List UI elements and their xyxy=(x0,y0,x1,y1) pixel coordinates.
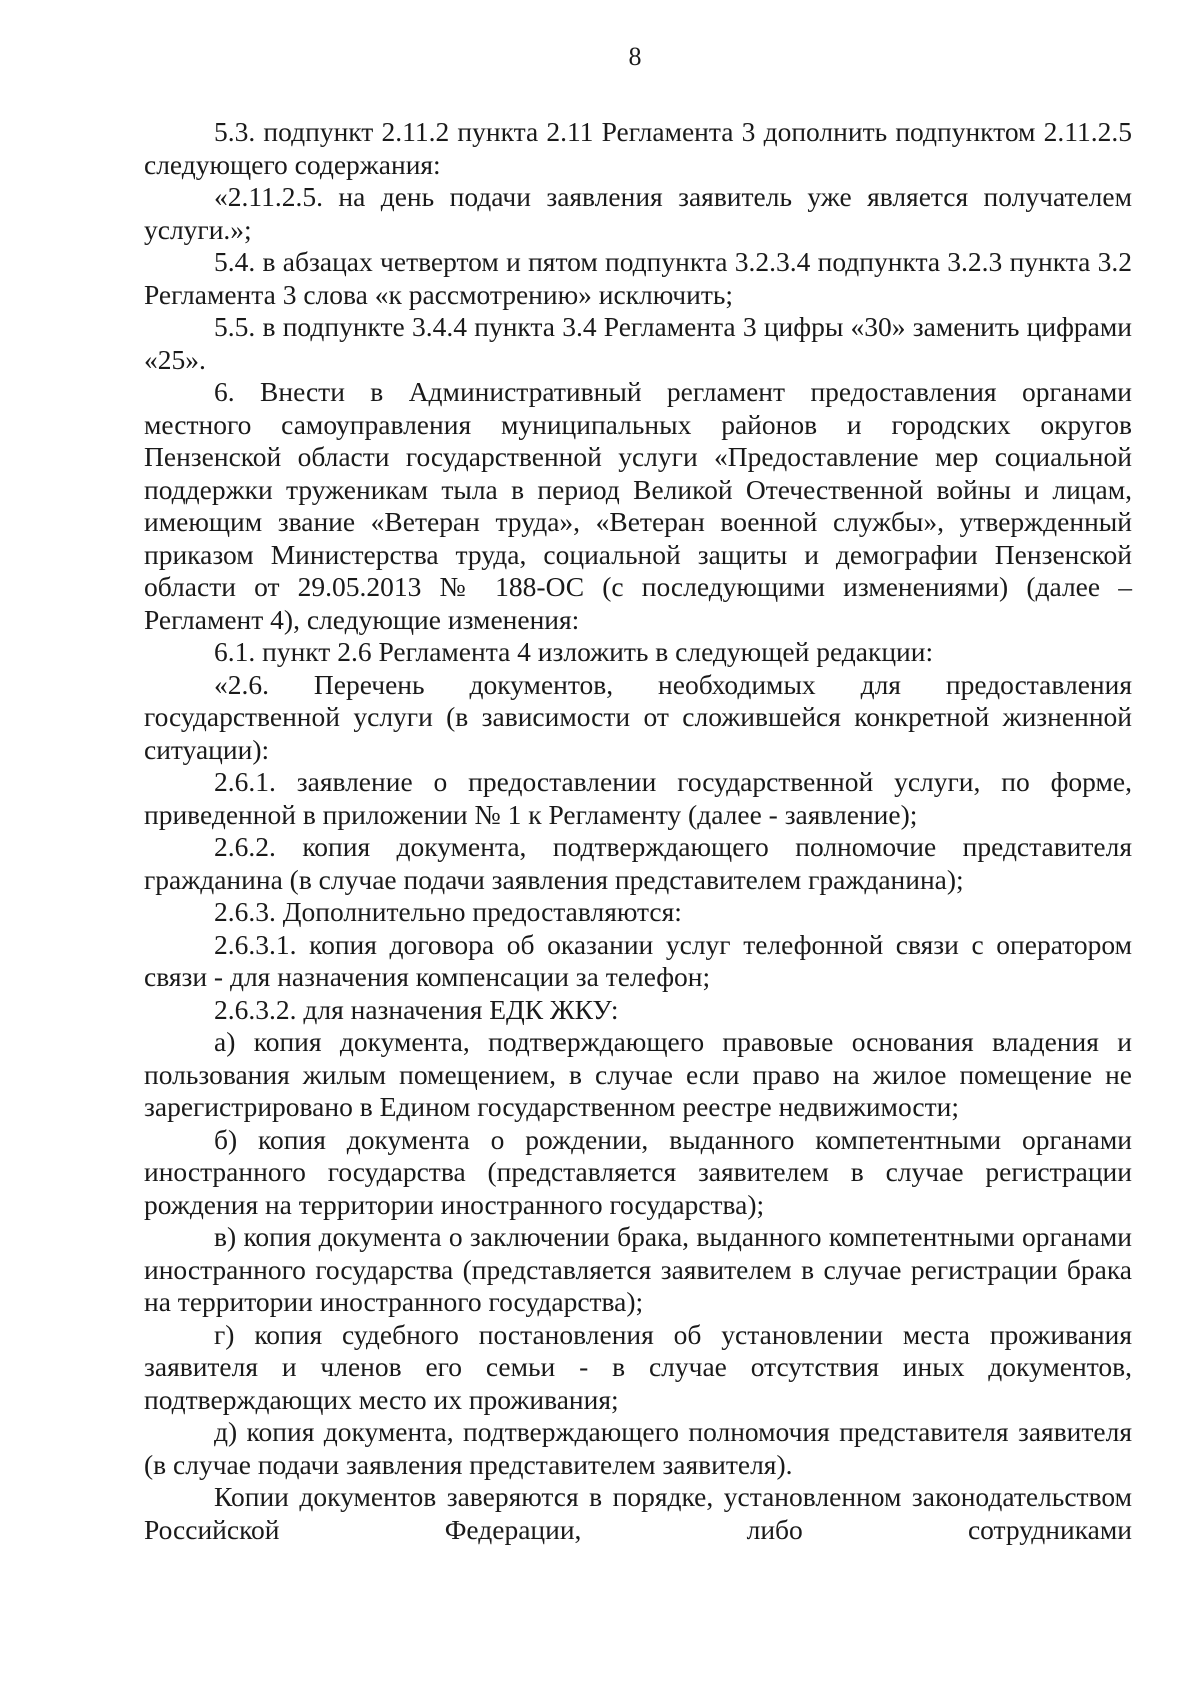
page-number: 8 xyxy=(628,42,642,71)
paragraph-copies-certified: Копии документов заверяются в порядке, установленном законодательством Российской Федерации, либо сотрудниками xyxy=(144,1481,1132,1545)
paragraph-item-a: а) копия документа, подтверждающего правовые основания владения и пользования жилым помещением, в случае если право на жилое помещение не зарегистрировано в Едином государственном реестре недвижимости; xyxy=(144,1026,1132,1122)
paragraph-5-5: 5.5. в подпункте 3.4.4 пункта 3.4 Регламента 3 цифры «30» заменить цифрами «25». xyxy=(144,311,1132,375)
paragraph-5-4: 5.4. в абзацах четвертом и пятом подпункта 3.2.3.4 подпункта 3.2.3 пункта 3.2 Регламента 3 слова «к рассмотрению» исключить; xyxy=(144,246,1132,310)
paragraph-2-6-3: 2.6.3. Дополнительно предоставляются: xyxy=(214,896,682,927)
paragraph-6: 6. Внести в Административный регламент предоставления органами местного самоуправления муниципальных районов и городских округов Пензенской области государственной услуги «Предоставление мер социальной поддержки труженикам тыла в период Великой Отечественной войны и лицам, имеющим звание «Ветеран труда», «Ветеран военной службы», утвержденный приказом Министерства труда, социальной защиты и демографии Пензенской области от 29.05.2013 № 188-ОС (с последующими изменениями) (далее – Регламент 4), следующие изменения: xyxy=(144,376,1132,635)
paragraph-6-1: 6.1. пункт 2.6 Регламента 4 изложить в следующей редакции: xyxy=(214,636,934,667)
paragraph-item-g: г) копия судебного постановления об установлении места проживания заявителя и членов его семьи - в случае отсутствия иных документов, подтверждающих место их проживания; xyxy=(144,1318,1132,1415)
paragraph-item-v: в) копия документа о заключении брака, выданного компетентными органами иностранного государства (представляется заявителем в случае регистрации брака на территории иностранного государства); xyxy=(144,1221,1132,1317)
paragraph-2-6-1: 2.6.1. заявление о предоставлении государственной услуги, по форме, приведенной в приложении № 1 к Регламенту (далее - заявление); xyxy=(144,766,1132,830)
paragraph-2-6-2: 2.6.2. копия документа, подтверждающего полномочие представителя гражданина (в случае подачи заявления представителем гражданина); xyxy=(144,831,1132,895)
paragraph-2-6-3-1: 2.6.3.1. копия договора об оказании услуг телефонной связи с оператором связи - для назначения компенсации за телефон; xyxy=(144,928,1132,992)
paragraph-quote-2-11-2-5: «2.11.2.5. на день подачи заявления заявитель уже является получателем услуги.»; xyxy=(144,181,1132,245)
paragraph-2-6-3-2: 2.6.3.2. для назначения ЕДК ЖКУ: xyxy=(214,993,619,1025)
paragraph-item-b: б) копия документа о рождении, выданного компетентными органами иностранного государства (представляется заявителем в случае регистрации рождения на территории иностранного государства); xyxy=(144,1123,1132,1220)
paragraph-item-d: д) копия документа, подтверждающего полномочия представителя заявителя (в случае подачи заявления представителем заявителя). xyxy=(144,1416,1132,1480)
document-body xyxy=(144,116,1132,1546)
paragraph-quote-2-6: «2.6. Перечень документов, необходимых для предоставления государственной услуги (в зависимости от сложившейся конкретной жизненной ситуации): xyxy=(144,668,1132,765)
paragraph-5-3: 5.3. подпункт 2.11.2 пункта 2.11 Регламента 3 дополнить подпунктом 2.11.2.5 следующего содержания: xyxy=(144,116,1132,180)
